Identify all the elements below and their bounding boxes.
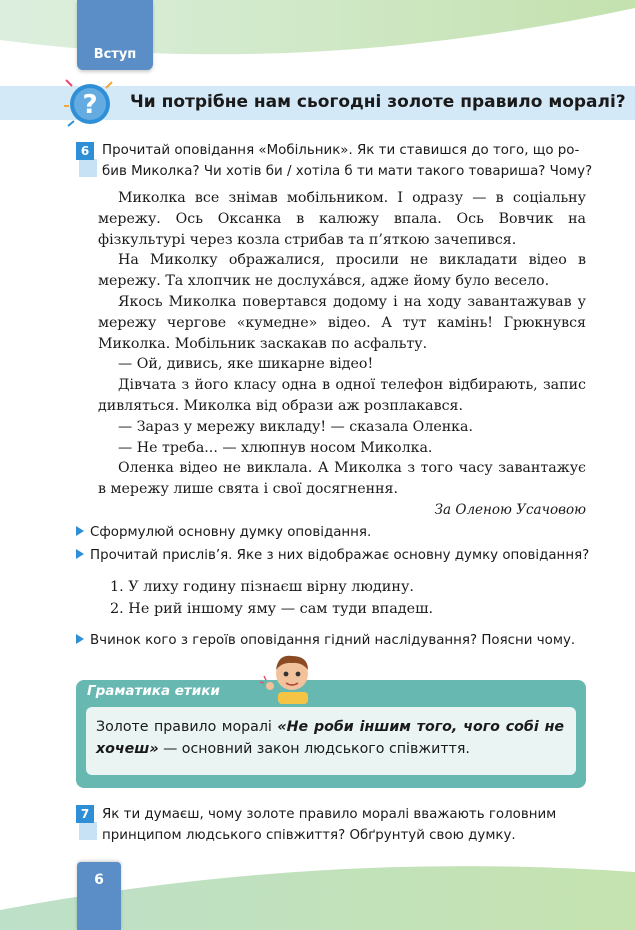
task-7-line-1: Як ти думаєш, чому золоте правило моралі вважають головним <box>102 807 557 822</box>
bullet-text: Сформулюй основну думку оповідання. <box>90 525 372 540</box>
task-number-shadow <box>79 159 97 177</box>
task-number-6: 6 <box>76 142 94 160</box>
task-6-text <box>102 140 592 182</box>
page-number: 6 <box>94 872 104 888</box>
page-number-tab <box>77 862 121 930</box>
story-paragraph: Оленка відео не виклала. А Миколка з того часу завантажує в мережу лише свята і свої досягнення. <box>98 460 586 498</box>
page-title: Чи потрібне нам сьогодні золоте правило моралі? <box>130 92 626 112</box>
task-7-line-2: принципом людського співжиття? Обґрунтуй свою думку. <box>102 828 516 843</box>
task-6-line-2: бив Миколка? Чи хотів би / хотіла б ти мати такого товариша? Чому? <box>102 164 593 179</box>
story-dialogue: — Ой, дивись, яке шикарне відео! <box>118 356 374 373</box>
story-paragraph: Якось Миколка повертався додому і на ходу завантажував у мережу чергове «кумедне» відео. А тут камінь! Грюкнувся Миколка. Мобільник заскакав по асфальту. <box>98 293 586 352</box>
story-author: За Оленою Усачовою <box>434 501 586 518</box>
story-paragraph: Дівчата з його класу одна в одної телефон відбирають, запис дивляться. Миколка від образи аж розплакався. <box>98 377 586 414</box>
bullet-triangle-icon <box>76 526 84 536</box>
story-dialogue: — Зараз у мережу викладу! — сказала Оленка. <box>118 418 474 435</box>
ethics-text <box>96 716 564 760</box>
section-label: Вступ <box>93 47 137 62</box>
proverb-item: 2. Не рий іншому яму — сам туди впадеш. <box>110 601 434 617</box>
ethics-text-after: — основний закон людського співжиття. <box>158 741 470 757</box>
story-paragraph: Миколка все знімав мобільником. І одразу — в соціальну мережу. Ось Оксанка в калюжу впала. Ось Вовчик на фізкультурі через козла стрибав та п’яткою зачепився. <box>98 190 586 248</box>
boy-illustration-icon <box>258 652 324 704</box>
task-number-7: 7 <box>76 805 94 823</box>
task-6-line-1: Прочитай оповідання «Мобільник». Як ти ставишся до того, що ро- <box>102 143 580 158</box>
bullet-triangle-icon <box>76 549 84 559</box>
svg-text:?: ? <box>82 90 98 120</box>
story-paragraph: На Миколку ображалися, просили не викладати відео в мережу. Та хлопчик не дослухáвся, адже йому було весело. <box>98 252 586 290</box>
bullet-text: Вчинок кого з героїв оповідання гідний наслідування? Поясни чому. <box>90 633 576 648</box>
task-number-shadow <box>79 822 97 840</box>
proverb-item: 1. У лиху годину пізнаєш вірну людину. <box>110 579 414 595</box>
bullet-triangle-icon <box>76 634 84 644</box>
proverbs-list <box>110 576 433 620</box>
bullet-item <box>76 631 575 651</box>
bullet-item <box>76 546 589 566</box>
section-tab <box>77 0 153 70</box>
ethics-label: Граматика етики <box>77 680 230 702</box>
question-icon <box>62 76 118 132</box>
bullet-text: Прочитай прислів’я. Яке з них відображає основну думку оповідання? <box>90 548 590 563</box>
ethics-rule: «Не роби іншим того, чого собі не хочеш» <box>96 719 565 757</box>
story-text <box>98 188 586 521</box>
bullet-item <box>76 523 371 543</box>
story-dialogue: — Не треба... — хлюпнув носом Миколка. <box>118 439 433 456</box>
task-7-text <box>102 804 556 846</box>
ethics-text-before: Золоте правило моралі <box>96 719 278 735</box>
